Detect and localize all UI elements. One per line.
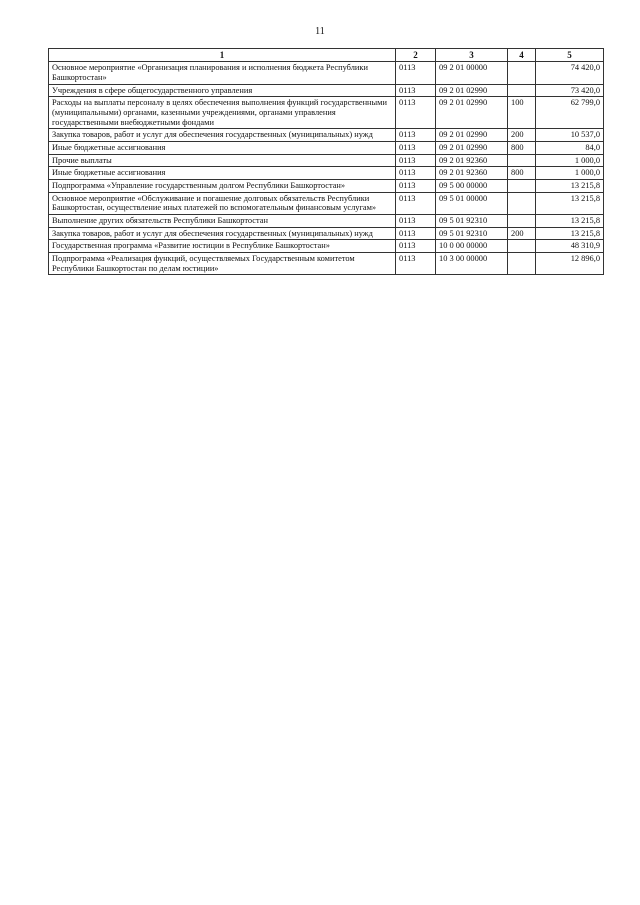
page-number: 11 xyxy=(315,26,325,37)
table-row xyxy=(49,141,604,154)
row-section: 0113 xyxy=(396,240,436,253)
row-code: 09 2 01 02990 xyxy=(436,84,508,97)
row-amount: 1 000,0 xyxy=(536,167,604,180)
row-section: 0113 xyxy=(396,129,436,142)
row-name: Основное мероприятие «Организация планирования и исполнения бюджета Республики Башкортостан» xyxy=(49,62,396,84)
row-name: Расходы на выплаты персоналу в целях обеспечения выполнения функций государственными (муниципальными) органами, казенными учреждениями, органами управления государственными внебюджетными фондами xyxy=(49,97,396,129)
table-row xyxy=(49,227,604,240)
row-code: 09 5 01 92310 xyxy=(436,227,508,240)
table-row xyxy=(49,154,604,167)
row-expense-type: 800 xyxy=(508,141,536,154)
row-code: 09 5 01 92310 xyxy=(436,214,508,227)
row-amount: 48 310,9 xyxy=(536,240,604,253)
row-code: 09 5 01 00000 xyxy=(436,192,508,214)
row-expense-type xyxy=(508,84,536,97)
header-row xyxy=(49,49,604,62)
row-section: 0113 xyxy=(396,84,436,97)
row-section: 0113 xyxy=(396,62,436,84)
row-expense-type: 200 xyxy=(508,227,536,240)
row-section: 0113 xyxy=(396,227,436,240)
row-section: 0113 xyxy=(396,154,436,167)
row-expense-type xyxy=(508,214,536,227)
row-name: Закупка товаров, работ и услуг для обеспечения государственных (муниципальных) нужд xyxy=(49,227,396,240)
row-name: Иные бюджетные ассигнования xyxy=(49,141,396,154)
row-name: Закупка товаров, работ и услуг для обеспечения государственных (муниципальных) нужд xyxy=(49,129,396,142)
row-section: 0113 xyxy=(396,167,436,180)
row-name: Государственная программа «Развитие юстиции в Республике Башкортостан» xyxy=(49,240,396,253)
row-expense-type xyxy=(508,240,536,253)
row-code: 09 2 01 02990 xyxy=(436,141,508,154)
row-amount: 10 537,0 xyxy=(536,129,604,142)
table-row xyxy=(49,214,604,227)
row-code: 10 3 00 00000 xyxy=(436,252,508,274)
table-header xyxy=(49,49,604,62)
row-expense-type: 800 xyxy=(508,167,536,180)
row-name: Подпрограмма «Реализация функций, осуществляемых Государственным комитетом Республики Башкортостан по делам юстиции» xyxy=(49,252,396,274)
row-code: 09 2 01 00000 xyxy=(436,62,508,84)
row-section: 0113 xyxy=(396,97,436,129)
header-col-1: 1 xyxy=(49,49,396,62)
row-code: 09 5 00 00000 xyxy=(436,179,508,192)
table-row xyxy=(49,252,604,274)
header-col-3: 3 xyxy=(436,49,508,62)
row-code: 10 0 00 00000 xyxy=(436,240,508,253)
table-row xyxy=(49,240,604,253)
row-amount: 13 215,8 xyxy=(536,227,604,240)
row-name: Иные бюджетные ассигнования xyxy=(49,167,396,180)
row-name: Выполнение других обязательств Республики Башкортостан xyxy=(49,214,396,227)
row-expense-type xyxy=(508,252,536,274)
row-expense-type xyxy=(508,179,536,192)
table-row xyxy=(49,167,604,180)
row-amount: 12 896,0 xyxy=(536,252,604,274)
row-code: 09 2 01 92360 xyxy=(436,167,508,180)
row-code: 09 2 01 92360 xyxy=(436,154,508,167)
row-code: 09 2 01 02990 xyxy=(436,129,508,142)
row-expense-type xyxy=(508,154,536,167)
row-section: 0113 xyxy=(396,192,436,214)
header-col-5: 5 xyxy=(536,49,604,62)
table-row xyxy=(49,192,604,214)
row-code: 09 2 01 02990 xyxy=(436,97,508,129)
row-expense-type: 100 xyxy=(508,97,536,129)
row-name: Основное мероприятие «Обслуживание и погашение долговых обязательств Республики Башкортостан, осуществление иных платежей по вспомогательным финансовым услугам» xyxy=(49,192,396,214)
row-section: 0113 xyxy=(396,179,436,192)
row-name: Учреждения в сфере общегосударственного управления xyxy=(49,84,396,97)
row-amount: 13 215,8 xyxy=(536,192,604,214)
table-row xyxy=(49,179,604,192)
row-name: Подпрограмма «Управление государственным долгом Республики Башкортостан» xyxy=(49,179,396,192)
table-body xyxy=(49,62,604,275)
table-row xyxy=(49,62,604,84)
budget-table xyxy=(48,48,604,275)
row-amount: 74 420,0 xyxy=(536,62,604,84)
header-col-4: 4 xyxy=(508,49,536,62)
header-col-2: 2 xyxy=(396,49,436,62)
row-section: 0113 xyxy=(396,214,436,227)
row-section: 0113 xyxy=(396,252,436,274)
table-row xyxy=(49,97,604,129)
row-amount: 62 799,0 xyxy=(536,97,604,129)
row-amount: 73 420,0 xyxy=(536,84,604,97)
row-amount: 1 000,0 xyxy=(536,154,604,167)
row-amount: 84,0 xyxy=(536,141,604,154)
table-row xyxy=(49,129,604,142)
row-section: 0113 xyxy=(396,141,436,154)
row-name: Прочие выплаты xyxy=(49,154,396,167)
row-amount: 13 215,8 xyxy=(536,179,604,192)
row-amount: 13 215,8 xyxy=(536,214,604,227)
row-expense-type xyxy=(508,62,536,84)
table-row xyxy=(49,84,604,97)
row-expense-type xyxy=(508,192,536,214)
row-expense-type: 200 xyxy=(508,129,536,142)
